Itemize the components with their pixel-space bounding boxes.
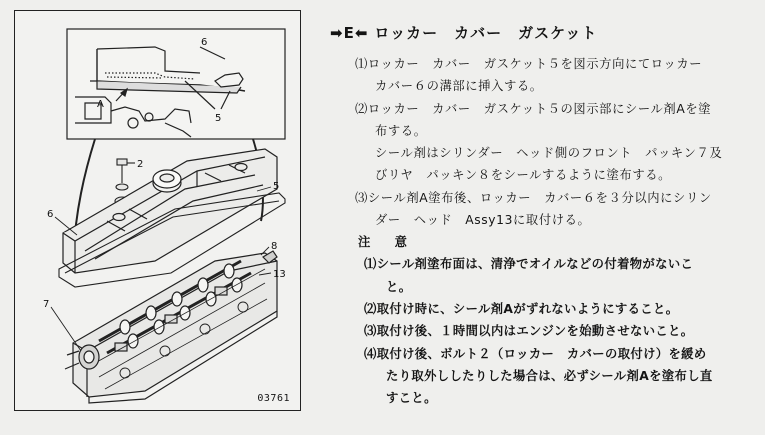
callout-2: 2 (137, 159, 144, 170)
step-1 (330, 53, 750, 98)
caution-line: ⑴シール剤塗布面は、清浄でオイルなどの付着物がないこ (364, 257, 694, 272)
callout-5-inset: 5 (215, 113, 222, 124)
step-line: ⑵ロッカー カバー ガスケット５の図示部にシール剤Aを塗 (355, 101, 712, 116)
caution-line: と。 (386, 279, 412, 294)
section-marker: ➡E⬅ (330, 24, 369, 42)
caution-line: たり取外ししたりした場合は、必ずシール剤Aを塗布し直 (386, 368, 713, 383)
step-2 (330, 98, 750, 187)
step-line: ⑶シール剤A塗布後、ロッカー カバー６を３分以内にシリン (355, 190, 712, 205)
caution-item-4 (330, 343, 750, 410)
callout-5: 5 (273, 181, 280, 192)
caution-item-2 (330, 298, 750, 320)
callout-6-inset: 6 (201, 37, 208, 48)
section-title: ロッカー カバー ガスケット (374, 24, 598, 42)
step-3 (330, 187, 750, 232)
caution-line: すこと。 (386, 391, 437, 406)
step-line: びリヤ パッキン８をシールするように塗布する。 (375, 168, 672, 183)
cylinder-head-assy (65, 251, 277, 403)
caution-item-1 (330, 253, 750, 298)
exploded-diagram (14, 10, 301, 411)
section-heading (330, 22, 750, 43)
step-line: 布する。 (375, 123, 427, 138)
step-line: カバー６の溝部に挿入する。 (375, 79, 543, 94)
step-line: ダー ヘッド Assy13に取付ける。 (375, 213, 591, 228)
caution-line: ⑶取付け後、１時間以内はエンジンを始動させないこと。 (364, 324, 694, 339)
detail-inset (67, 29, 285, 139)
instruction-text (330, 22, 750, 409)
callout-7: 7 (43, 299, 50, 310)
caution-item-3 (330, 320, 750, 342)
step-line: ⑴ロッカー カバー ガスケット５を図示方向にてロッカー (355, 57, 703, 71)
figure-number: 03761 (257, 393, 290, 404)
caution-line: ⑷取付け後、ボルト２（ロッカー カバーの取付け）を緩め (364, 346, 707, 361)
callout-8: 8 (271, 241, 278, 252)
callout-a: A (97, 99, 104, 110)
callout-13: 13 (273, 269, 286, 280)
callout-6: 6 (47, 209, 54, 220)
caution-title: 注 意 (358, 235, 413, 250)
step-line: シール剤はシリンダー ヘッド側のフロント パッキン７及 (375, 146, 723, 161)
caution-line: ⑵取付け時に、シール剤Aがずれないようにすること。 (364, 301, 679, 316)
engine-illustration (15, 11, 302, 412)
